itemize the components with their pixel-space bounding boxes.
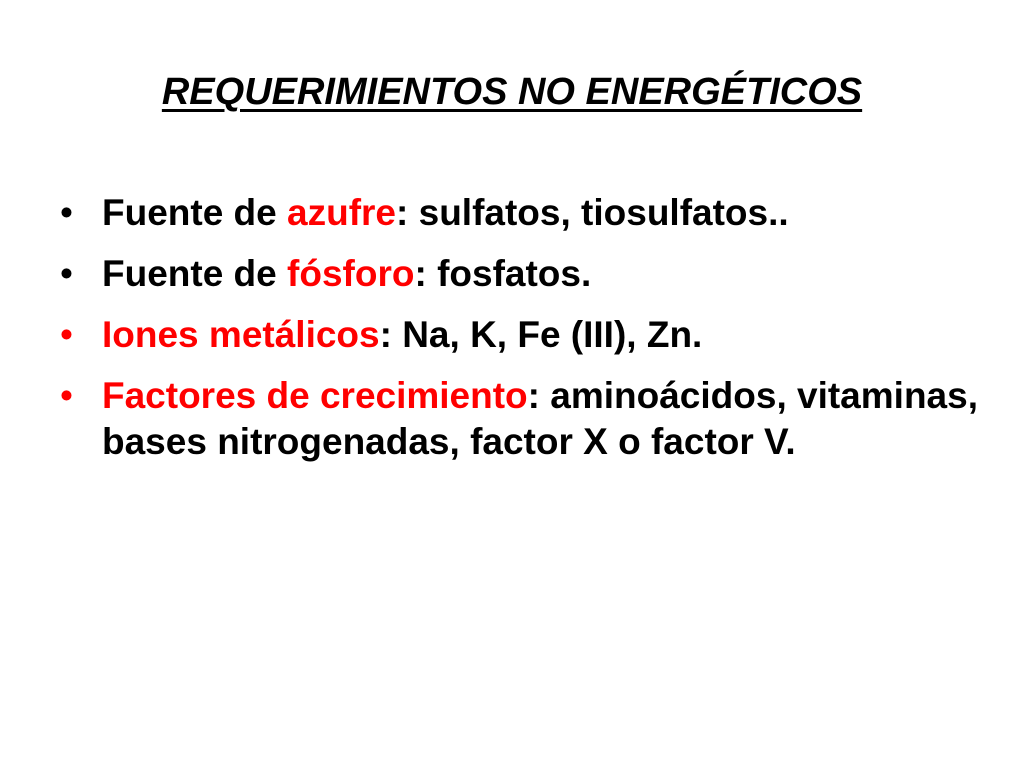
bullet-item-factores (60, 373, 980, 465)
bullet-dot-icon: • (60, 314, 73, 355)
bullet-item-fosforo (60, 251, 980, 297)
bullet-dot-icon: • (60, 375, 73, 416)
bullet-prefix: Fuente de (102, 192, 288, 233)
bullet-rest: : sulfatos, tiosulfatos.. (396, 192, 789, 233)
bullet-list (60, 190, 980, 480)
bullet-dot-icon: • (60, 192, 73, 233)
bullet-highlight: azufre (287, 192, 397, 233)
bullet-item-azufre (60, 190, 980, 236)
slide-title: REQUERIMIENTOS NO ENERGÉTICOS (161, 71, 863, 113)
bullet-highlight: fósforo (287, 253, 415, 294)
bullet-highlight: Factores de crecimiento (102, 375, 528, 416)
bullet-rest: : fosfatos. (414, 253, 592, 294)
bullet-dot-icon: • (60, 253, 73, 294)
bullet-rest: : aminoácidos, vitaminas, bases nitrogenadas, factor X o factor V. (102, 375, 978, 462)
bullet-rest: : Na, K, Fe (III), Zn. (379, 314, 703, 355)
bullet-highlight: Iones metálicos (102, 314, 380, 355)
bullet-item-iones (60, 312, 980, 358)
bullet-prefix: Fuente de (102, 253, 288, 294)
